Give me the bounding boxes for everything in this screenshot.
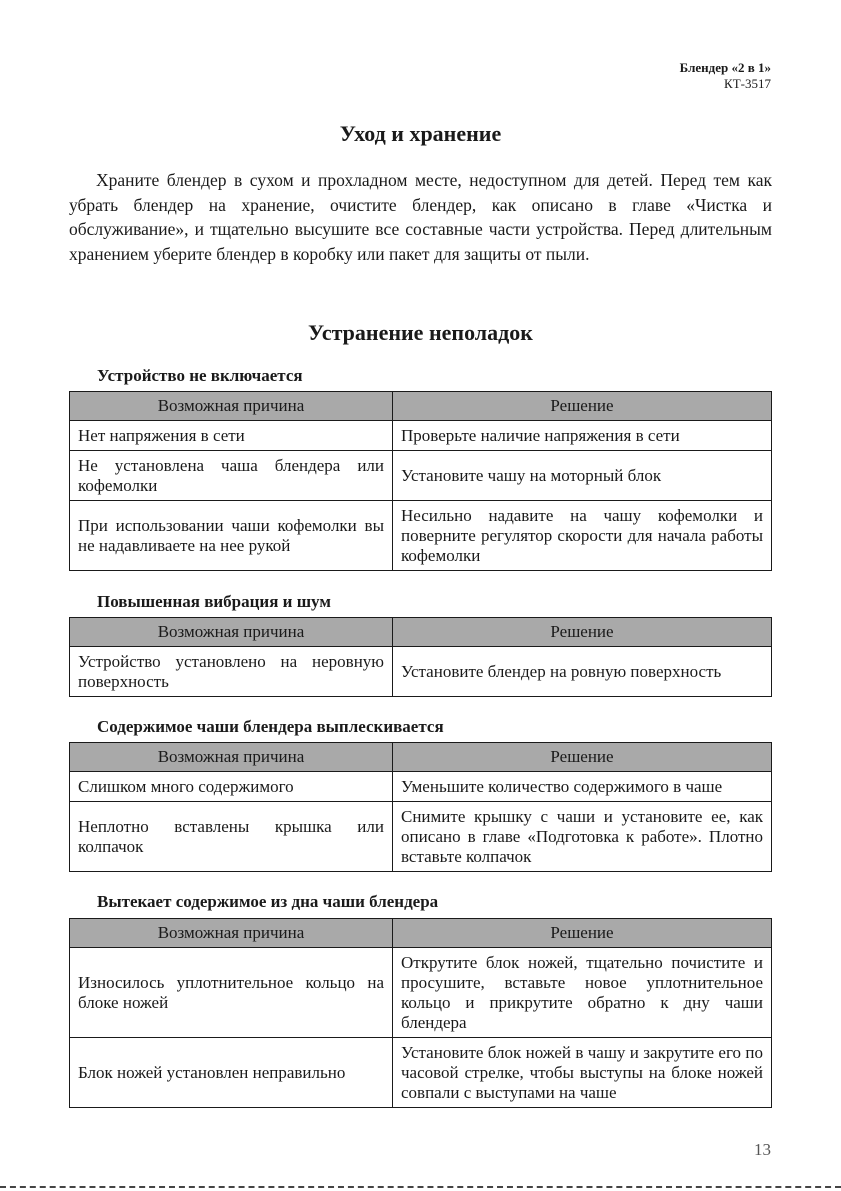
section-title-leaking-bottom: Вытекает содержимое из дна чаши блендера	[97, 892, 439, 911]
header-model-number: КТ-3517	[724, 76, 771, 91]
column-header-cause: Возможная причина	[70, 392, 393, 421]
table-header-row	[70, 392, 772, 421]
column-header-solution: Решение	[393, 392, 772, 421]
troubleshooting-title: Устранение неполадок	[308, 320, 533, 345]
cause-cell: Нет напряжения в сети	[70, 421, 393, 451]
care-title: Уход и хранение	[339, 121, 502, 146]
table-row	[70, 451, 772, 501]
table-header-row	[70, 919, 772, 948]
table-contents-splashing	[69, 742, 772, 872]
solution-cell: Открутите блок ножей, тщательно почистите и просушите, вставьте новое уплотнительное кольцо и прикрутите обратно к дну чаши блендера	[393, 948, 772, 1038]
table-row	[70, 772, 772, 802]
table-row	[70, 802, 772, 872]
cause-cell: При использовании чаши кофемолки вы не надавливаете на нее рукой	[70, 501, 393, 571]
solution-cell: Проверьте наличие напряжения в сети	[393, 421, 772, 451]
column-header-solution: Решение	[393, 618, 772, 647]
cause-cell: Неплотно вставлены крышка или колпачок	[70, 802, 393, 872]
table-row	[70, 1038, 772, 1108]
solution-cell: Установите блок ножей в чашу и закрутите его по часовой стрелке, чтобы выступы на блоке ножей совпали с выступами на чаше	[393, 1038, 772, 1108]
table-row	[70, 501, 772, 571]
solution-cell: Установите блендер на ровную поверхность	[393, 647, 772, 697]
column-header-solution: Решение	[393, 919, 772, 948]
column-header-cause: Возможная причина	[70, 618, 393, 647]
table-row	[70, 647, 772, 697]
bottom-divider	[0, 1186, 841, 1188]
table-not-turning-on	[69, 391, 772, 571]
section-title-vibration-noise: Повышенная вибрация и шум	[97, 592, 331, 611]
table-row	[70, 948, 772, 1038]
section-title-not-turning-on: Устройство не включается	[97, 366, 303, 385]
table-header-row	[70, 618, 772, 647]
cause-cell: Устройство установлено на неровную поверхность	[70, 647, 393, 697]
solution-cell: Уменьшите количество содержимого в чаше	[393, 772, 772, 802]
care-paragraph: Храните блендер в сухом и прохладном месте, недоступном для детей. Перед тем как убрать блендер на хранение, очистите блендер, как описано в главе «Чистка и обслуживание», и тщательно высушите все составные части устройства. Перед длительным хранением уберите блендер в коробку или пакет для защиты от пыли.	[69, 170, 772, 264]
cause-cell: Блок ножей установлен неправильно	[70, 1038, 393, 1108]
solution-cell: Установите чашу на моторный блок	[393, 451, 772, 501]
solution-cell: Несильно надавите на чашу кофемолки и поверните регулятор скорости для начала работы кофемолки	[393, 501, 772, 571]
cause-cell: Слишком много содержимого	[70, 772, 393, 802]
page-number: 13	[754, 1140, 771, 1159]
column-header-solution: Решение	[393, 743, 772, 772]
table-header-row	[70, 743, 772, 772]
column-header-cause: Возможная причина	[70, 743, 393, 772]
table-leaking-bottom	[69, 918, 772, 1108]
section-title-contents-splashing: Содержимое чаши блендера выплескивается	[97, 717, 444, 736]
table-row	[70, 421, 772, 451]
header-product-name: Блендер «2 в 1»	[679, 60, 771, 75]
solution-cell: Снимите крышку с чаши и установите ее, как описано в главе «Подготовка к работе». Плотно вставьте колпачок	[393, 802, 772, 872]
cause-cell: Износилось уплотнительное кольцо на блоке ножей	[70, 948, 393, 1038]
running-header	[680, 60, 771, 92]
column-header-cause: Возможная причина	[70, 919, 393, 948]
cause-cell: Не установлена чаша блендера или кофемолки	[70, 451, 393, 501]
table-vibration-noise	[69, 617, 772, 697]
